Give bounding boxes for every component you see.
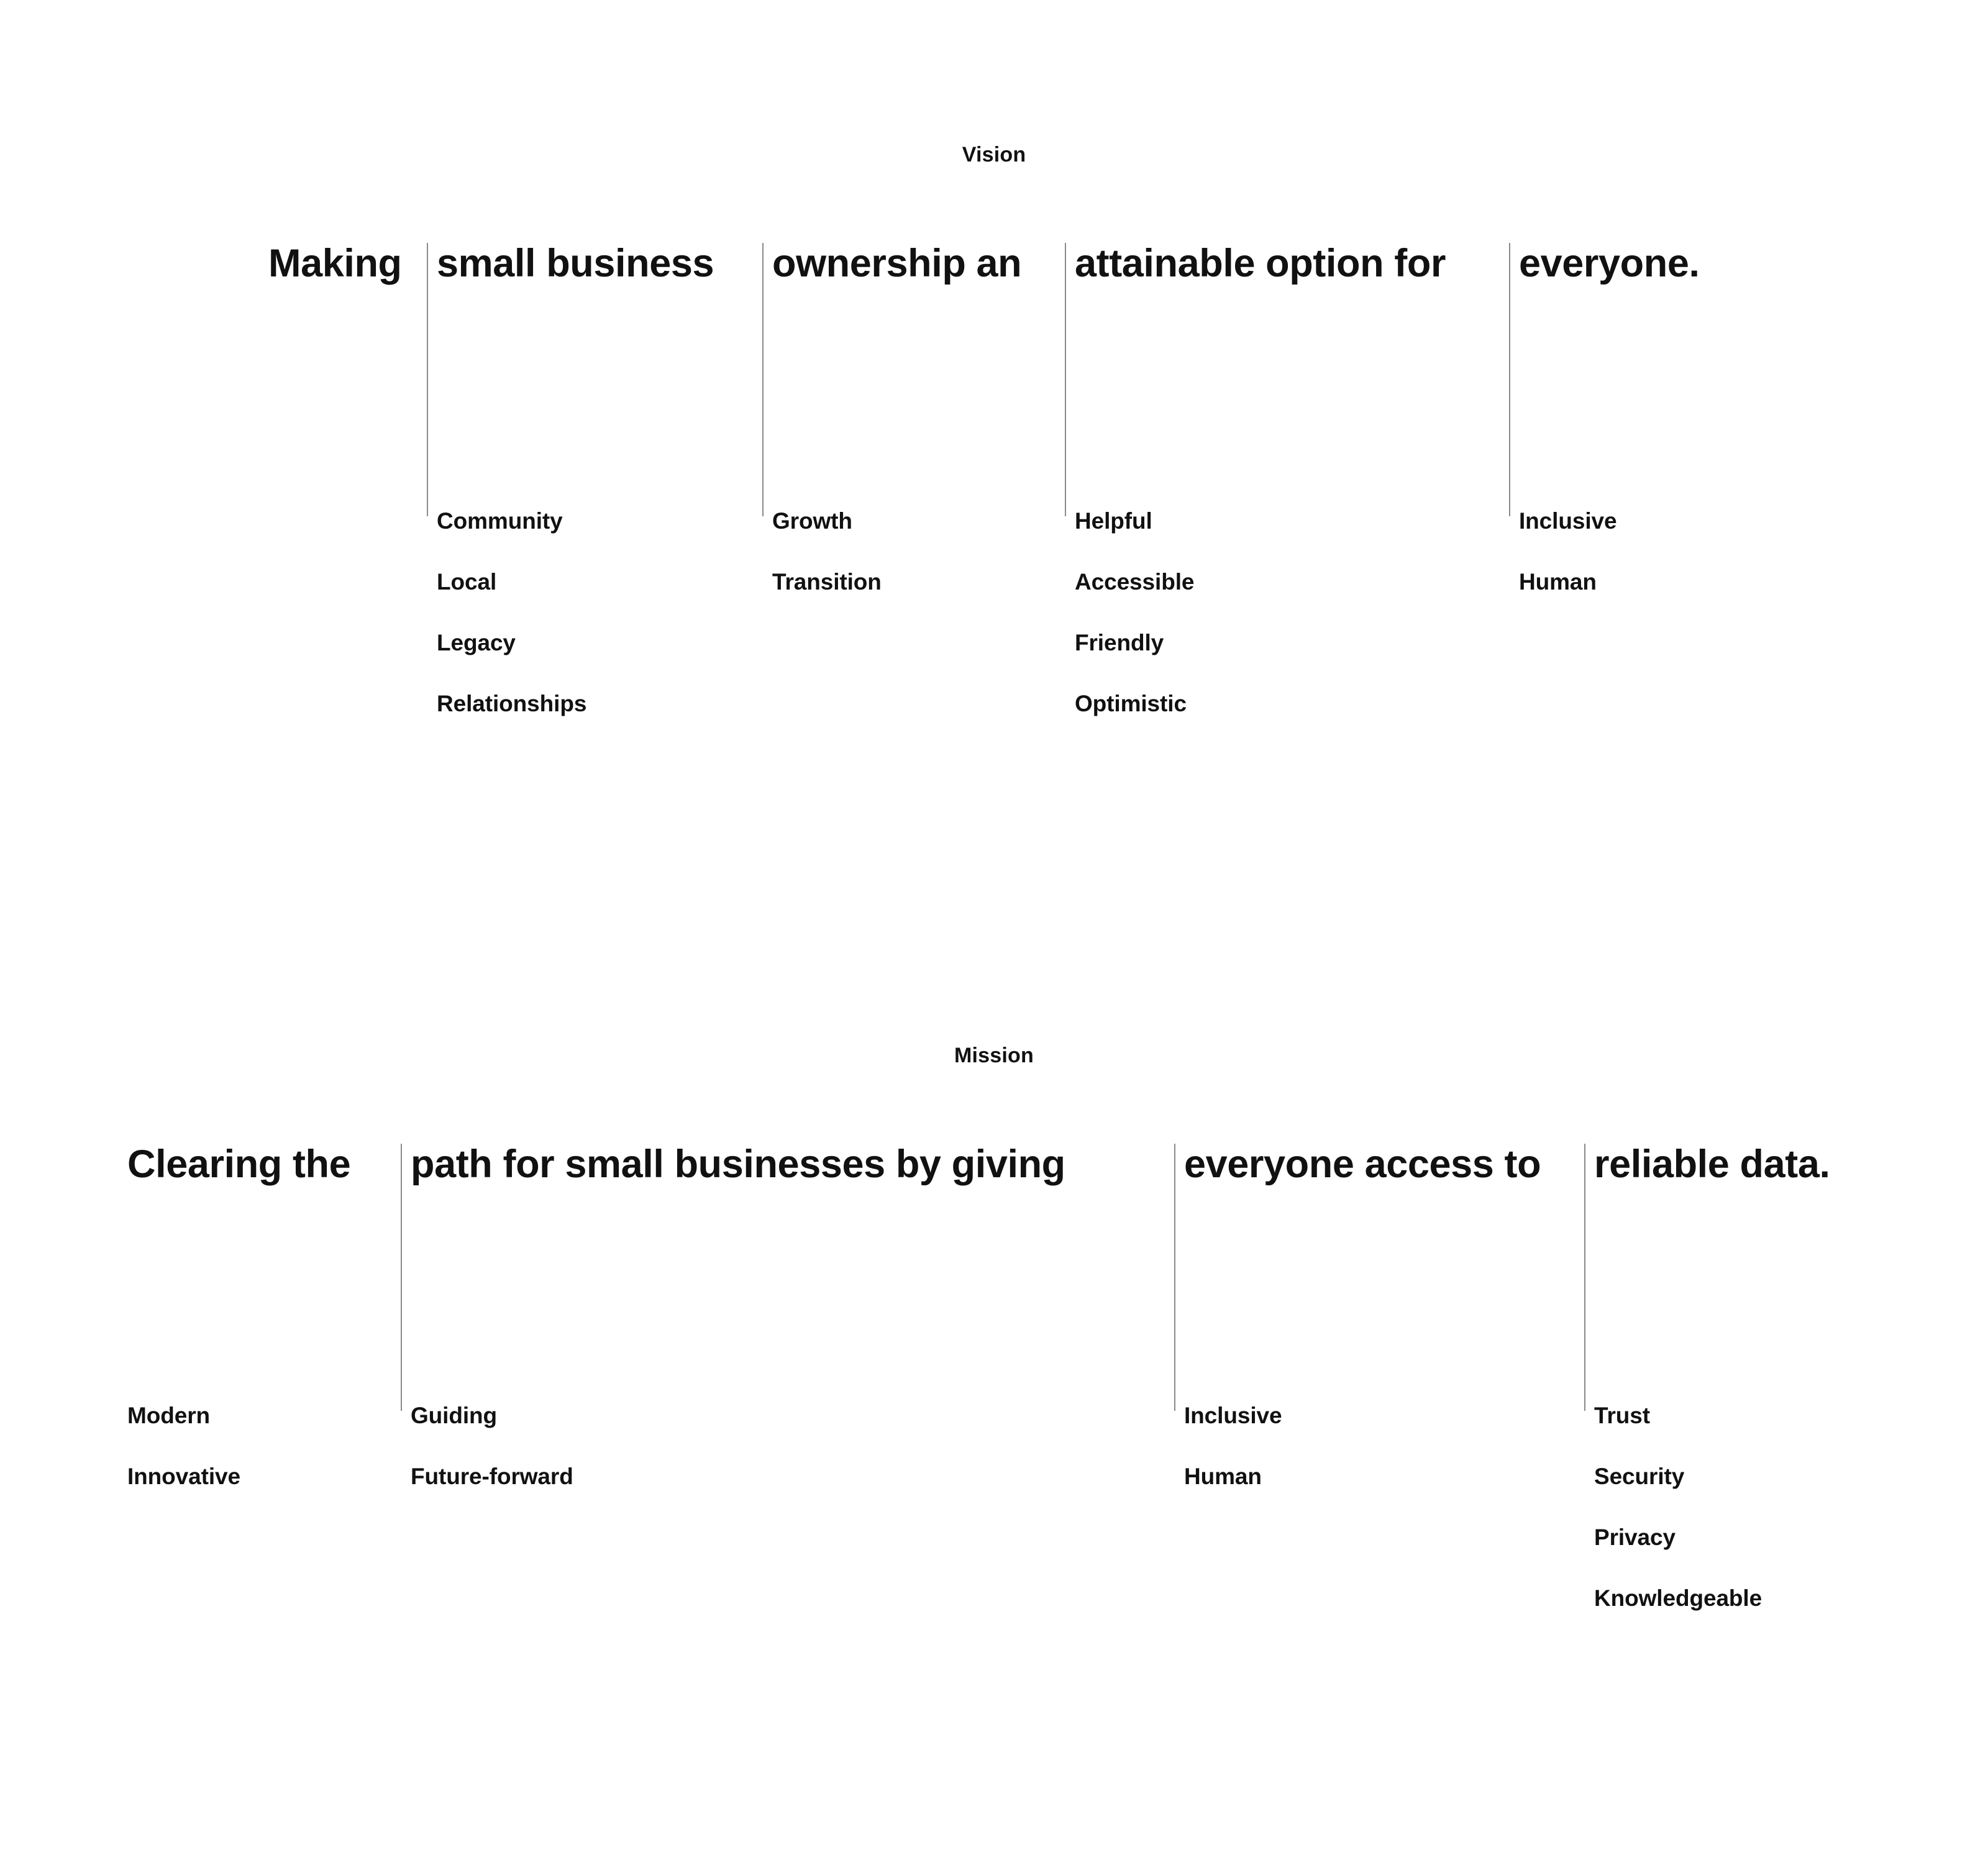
mission-section xyxy=(0,1044,1988,1611)
list-item: Relationships xyxy=(437,691,587,716)
list-item: Community xyxy=(437,508,563,534)
mission-chunk-text-1: path for small businesses by giving xyxy=(411,1142,1065,1186)
list-item: Inclusive xyxy=(1184,1403,1282,1428)
vision-chunk-4 xyxy=(1509,243,1733,284)
list-item: Privacy xyxy=(1594,1525,1676,1550)
list-item: Guiding xyxy=(411,1403,498,1428)
vision-tags-row xyxy=(268,509,1733,715)
vision-chunk-text-4: everyone. xyxy=(1519,242,1700,285)
vision-chunk-text-3: attainable option for xyxy=(1075,242,1446,285)
vision-chunk-text-1: small business xyxy=(437,242,714,285)
vision-tag-column-2 xyxy=(762,509,1065,593)
list-item: Knowledgeable xyxy=(1594,1585,1762,1611)
list-item: Modern xyxy=(127,1403,211,1428)
vision-tag-column-1 xyxy=(427,509,762,715)
vision-tag-column-4 xyxy=(1509,509,1733,593)
mission-tag-column-2 xyxy=(1174,1404,1584,1488)
mission-chunk-1 xyxy=(401,1144,1174,1185)
mission-tag-column-3 xyxy=(1584,1404,1870,1610)
mission-tag-column-0 xyxy=(127,1404,401,1488)
vision-chunk-0 xyxy=(268,243,427,284)
mission-chunk-text-2: everyone access to xyxy=(1184,1142,1541,1186)
vision-chunk-1 xyxy=(427,243,762,284)
mission-chunk-text-3: reliable data. xyxy=(1594,1142,1830,1186)
vision-tag-column-3 xyxy=(1065,509,1509,715)
mission-phrase-row xyxy=(0,1144,1988,1185)
list-item: Inclusive xyxy=(1519,508,1617,534)
vision-chunk-3 xyxy=(1065,243,1509,284)
vision-section xyxy=(0,143,1988,716)
vision-phrase-row xyxy=(0,243,1988,284)
mission-chunk-text-0: Clearing the xyxy=(127,1142,351,1186)
list-item: Helpful xyxy=(1075,508,1152,534)
list-item: Future-forward xyxy=(411,1464,573,1489)
list-item: Innovative xyxy=(127,1464,240,1489)
list-item: Trust xyxy=(1594,1403,1650,1428)
list-item: Human xyxy=(1519,569,1597,595)
mission-chunk-0 xyxy=(127,1144,401,1185)
vision-section-title: Vision xyxy=(962,143,1026,166)
list-item: Security xyxy=(1594,1464,1685,1489)
mission-chunk-2 xyxy=(1174,1144,1584,1185)
vision-chunk-text-0: Making xyxy=(268,242,402,285)
list-item: Transition xyxy=(772,569,882,595)
mission-tags-row xyxy=(127,1404,1870,1610)
list-item: Friendly xyxy=(1075,630,1164,655)
list-item: Optimistic xyxy=(1075,691,1187,716)
vision-chunk-text-2: ownership an xyxy=(772,242,1022,285)
list-item: Growth xyxy=(772,508,852,534)
mission-chunk-3 xyxy=(1584,1144,1870,1185)
list-item: Accessible xyxy=(1075,569,1195,595)
mission-section-title: Mission xyxy=(954,1044,1034,1067)
list-item: Local xyxy=(437,569,497,595)
vision-chunk-2 xyxy=(762,243,1065,284)
list-item: Legacy xyxy=(437,630,516,655)
list-item: Human xyxy=(1184,1464,1262,1489)
mission-tag-column-1 xyxy=(401,1404,1174,1488)
